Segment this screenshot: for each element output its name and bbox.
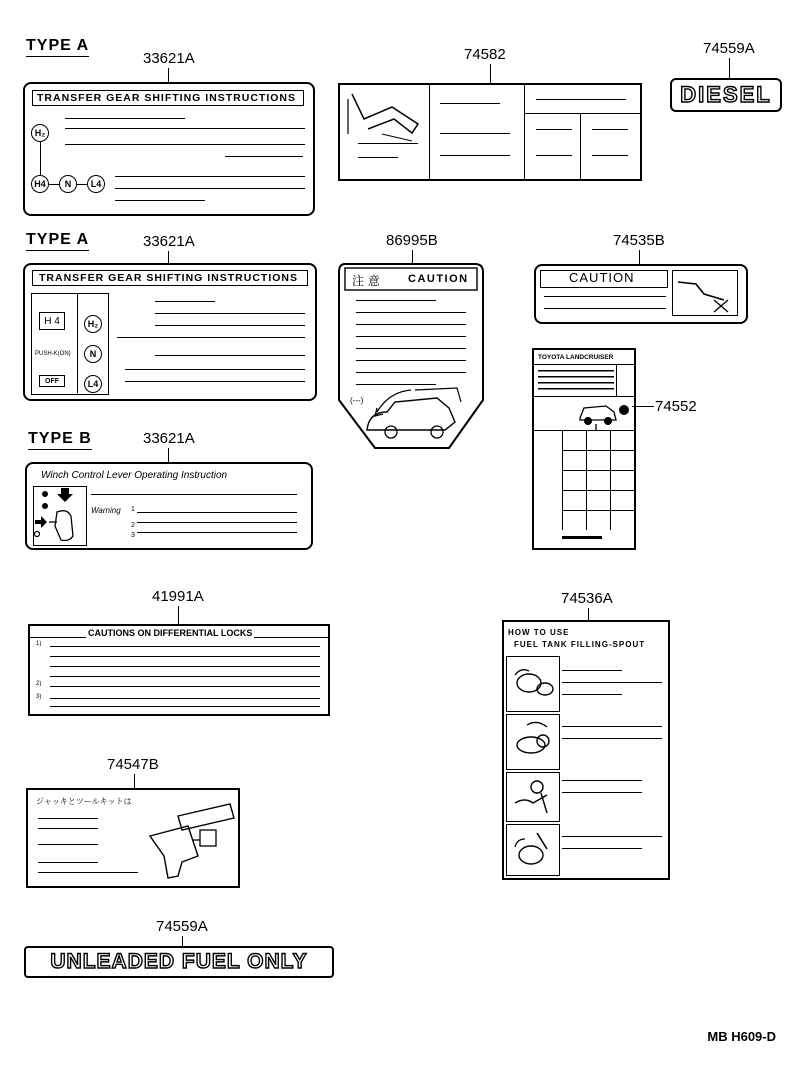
text-line: [50, 698, 320, 699]
text-line: [592, 155, 628, 156]
leader-line: [178, 606, 179, 624]
h4-indicator: H 4: [39, 312, 65, 330]
text-line: [65, 128, 305, 129]
divider: [580, 113, 581, 179]
winch-title: Winch Control Lever Operating Instruction: [41, 470, 228, 481]
label-unleaded-fuel[interactable]: [24, 946, 334, 978]
text-line: [356, 360, 466, 361]
unleaded-text: UNLEADED FUEL ONLY: [50, 950, 308, 973]
diagram-code: MB H609-D: [707, 1029, 776, 1044]
label-jack-tools[interactable]: [26, 788, 240, 888]
divider: [534, 364, 634, 365]
diesel-text: DIESEL: [680, 82, 772, 107]
text-line: [115, 200, 205, 201]
n-position-icon: N: [59, 175, 77, 193]
fuel-cap-open-icon: [507, 657, 559, 711]
text-line: [65, 118, 185, 119]
text-line: [562, 726, 662, 727]
divider: [77, 293, 78, 393]
fuel-title-line1: HOW TO USE: [508, 628, 570, 637]
push-indicator: PUSH-K(ON): [35, 351, 71, 357]
h2-position-icon: H₂: [31, 124, 49, 142]
leader-line: [639, 250, 640, 264]
text-line: [544, 308, 666, 309]
text-line: [155, 325, 305, 326]
caution-jp-heading: 注 意: [352, 274, 380, 288]
leader-line: [490, 64, 491, 84]
text-line: [440, 103, 500, 104]
bottom-bar: [562, 536, 602, 539]
step-4-picto: [506, 824, 560, 876]
text-line: [91, 494, 297, 495]
leader-line: [588, 608, 589, 620]
divider: [534, 396, 634, 397]
text-line: [50, 646, 320, 647]
text-line: [562, 670, 622, 671]
text-line: [155, 313, 305, 314]
text-line: [50, 676, 320, 677]
divider: [616, 364, 617, 396]
text-line: [536, 99, 626, 100]
text-line: [137, 512, 297, 513]
part-number-74552: 74552: [655, 398, 697, 415]
text-line: [356, 384, 436, 385]
h4-position-icon: H4: [31, 175, 49, 193]
text-line: [50, 686, 320, 687]
item-number-1: 1: [131, 506, 135, 513]
leader-line: [168, 251, 169, 263]
text-line: [562, 682, 662, 683]
jack-jp-heading: ジャッキとツールキットは: [36, 797, 132, 806]
label-winch-control[interactable]: [25, 462, 313, 550]
text-line: [115, 176, 305, 177]
n-position-icon: N: [84, 345, 102, 363]
part-number-74535B: 74535B: [613, 232, 665, 249]
header-stripes: [538, 370, 614, 394]
step-1-picto: [506, 656, 560, 712]
part-number-33621A-1: 33621A: [143, 50, 195, 67]
part-number-74559A-diesel: 74559A: [703, 40, 755, 57]
part-number-74547B: 74547B: [107, 756, 159, 773]
label-transfer-gear-2[interactable]: [23, 263, 317, 401]
text-line: [358, 143, 418, 144]
label-transfer-gear-1[interactable]: [23, 82, 315, 216]
text-line: [440, 155, 510, 156]
text-line: [38, 872, 138, 873]
text-line: [562, 780, 642, 781]
caution-heading: CAUTION: [569, 270, 635, 285]
label-title: TRANSFER GEAR SHIFTING INSTRUCTIONS: [39, 272, 299, 284]
divider: [524, 85, 525, 179]
text-line: [536, 129, 572, 130]
label-86995B-outline[interactable]: [337, 262, 487, 452]
part-number-41991A: 41991A: [152, 588, 204, 605]
text-line: [440, 133, 510, 134]
vehicle-tilt-diagram-icon: [342, 89, 432, 149]
paren-mark: (---): [350, 396, 364, 405]
text-line: [38, 862, 98, 863]
warning-text: Warning: [91, 506, 121, 515]
text-line: [50, 656, 320, 657]
label-fuel-spout[interactable]: [502, 620, 670, 880]
label-74552[interactable]: [532, 348, 636, 550]
step-3-picto: [506, 772, 560, 822]
caution-en-heading: CAUTION: [408, 273, 469, 285]
leader-line: [632, 406, 654, 407]
text-line: [38, 844, 98, 845]
leader-line: [134, 774, 135, 788]
type-a-heading-2: TYPE A: [26, 231, 90, 248]
text-line: [562, 694, 622, 695]
text-line: [562, 738, 662, 739]
fuel-cap-turn-icon: [507, 715, 559, 769]
divider: [524, 113, 640, 114]
part-number-33621A-2: 33621A: [143, 233, 195, 250]
text-line: [115, 188, 305, 189]
diff-locks-title: CAUTIONS ON DIFFERENTIAL LOCKS: [88, 628, 253, 638]
part-number-33621A-3: 33621A: [143, 430, 195, 447]
text-line: [562, 836, 662, 837]
text-line: [38, 828, 98, 829]
text-line: [562, 792, 642, 793]
type-a-heading-1: TYPE A: [26, 37, 90, 54]
landcruiser-title: TOYOTA LANDCRUISER: [538, 354, 614, 361]
leader-line: [182, 936, 183, 946]
text-line: [38, 818, 98, 819]
text-line: [536, 155, 572, 156]
part-number-74559A-unleaded: 74559A: [156, 918, 208, 935]
text-line: [356, 300, 436, 301]
jack-tool-icon: [138, 796, 238, 882]
shift-path-line: [40, 140, 41, 180]
leader-line: [168, 68, 169, 82]
part-number-86995B: 86995B: [386, 232, 438, 249]
text-line: [137, 522, 297, 523]
label-diesel[interactable]: [670, 78, 782, 112]
door-hinge-warning-icon: [672, 270, 736, 314]
text-line: [562, 848, 642, 849]
type-b-heading: TYPE B: [28, 430, 92, 447]
label-74535B[interactable]: [534, 264, 748, 324]
text-line: [544, 296, 666, 297]
step-2-picto: [506, 714, 560, 770]
text-line: [356, 324, 466, 325]
leader-line: [729, 58, 730, 78]
text-line: [155, 355, 305, 356]
text-line: [225, 156, 303, 157]
text-line: [356, 336, 466, 337]
item-3: 3): [36, 694, 42, 700]
label-74582[interactable]: [338, 83, 642, 181]
fuel-cap-close-icon: [507, 825, 559, 875]
item-2: 2): [36, 681, 42, 687]
text-line: [50, 666, 320, 667]
label-title: TRANSFER GEAR SHIFTING INSTRUCTIONS: [37, 92, 297, 104]
text-line: [125, 381, 305, 382]
off-indicator: OFF: [39, 375, 65, 387]
text-line: [356, 348, 466, 349]
part-number-74536A: 74536A: [561, 590, 613, 607]
fuel-nozzle-icon: [507, 773, 559, 821]
leader-line: [168, 448, 169, 462]
winch-lever-icon: [33, 486, 85, 544]
label-differential-locks[interactable]: [28, 624, 330, 716]
text-line: [356, 312, 466, 313]
h2-position-icon: H₂: [84, 315, 102, 333]
text-line: [356, 372, 466, 373]
fuel-title-line2: FUEL TANK FILLING-SPOUT: [514, 640, 646, 649]
item-1: 1): [36, 641, 42, 647]
text-line: [137, 532, 297, 533]
text-line: [117, 337, 305, 338]
text-line: [50, 706, 320, 707]
text-line: [155, 301, 215, 302]
l4-position-icon: L4: [87, 175, 105, 193]
text-line: [125, 369, 305, 370]
item-number-2: 2: [131, 522, 135, 529]
text-line: [358, 157, 398, 158]
item-number-3: 3: [131, 532, 135, 539]
part-number-74582: 74582: [464, 46, 506, 63]
l4-position-icon: L4: [84, 375, 102, 393]
text-line: [65, 144, 305, 145]
spec-grid: [562, 430, 634, 530]
vehicle-icon: [574, 400, 634, 430]
text-line: [592, 129, 628, 130]
